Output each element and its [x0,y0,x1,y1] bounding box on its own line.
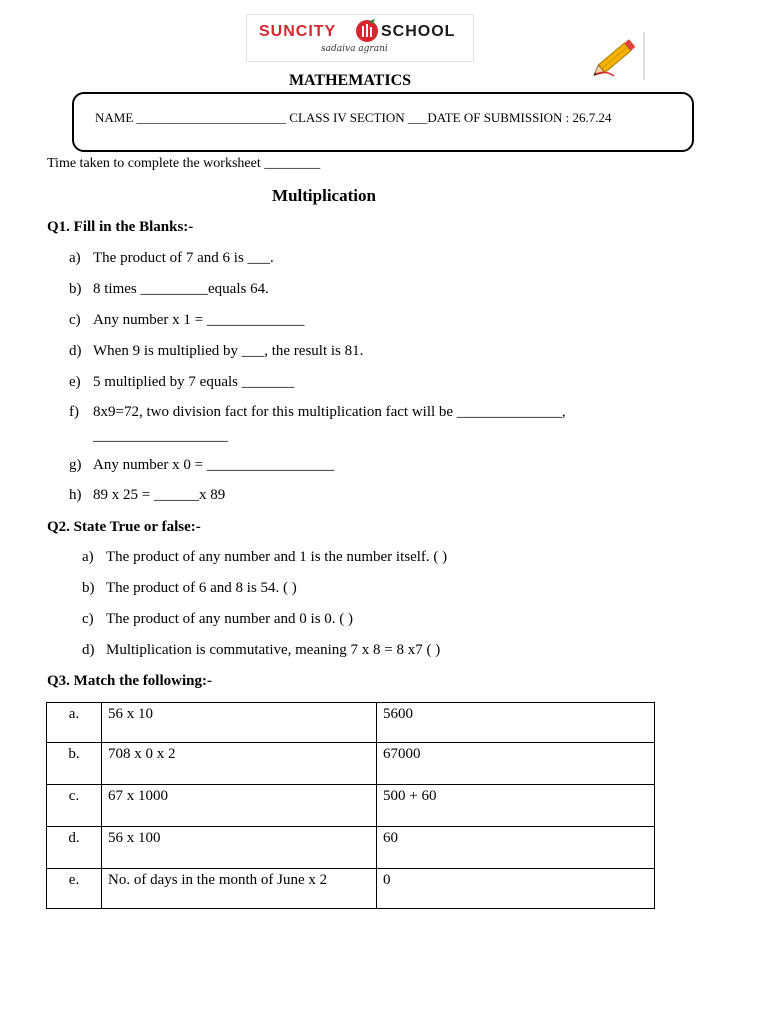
item-label: e) [69,374,81,390]
q1-item-a [69,250,274,267]
item-label: c) [69,312,81,328]
logo-tagline: sadaiva agrani [321,44,388,54]
item-label: a) [82,549,94,565]
item-text: Any number x 0 = _________________ [93,457,335,473]
q2-item-c [82,611,353,628]
item-text: __________________ [93,428,228,444]
logo-wordmark [259,21,461,43]
q1-item-c [69,312,304,329]
time-taken-line: Time taken to complete the worksheet ________ [47,156,321,171]
item-label: b) [69,281,82,297]
student-info-line: NAME _______________________ CLASS IV SECTION ___DATE OF SUBMISSION : 26.7.24 [95,110,612,125]
right-cell: 0 [377,869,655,909]
item-text: Any number x 1 = _____________ [93,312,305,328]
item-text: The product of 6 and 8 is 54. ( ) [106,580,297,596]
right-cell: 5600 [377,703,655,743]
q2-heading: Q2. State True or false:- [47,519,201,535]
row-label: b. [47,743,102,785]
q2-item-a [82,549,447,566]
logo-name-right: SCHOOL [381,23,456,40]
left-cell: 56 x 100 [102,827,377,869]
match-table [46,702,655,909]
item-text: Multiplication is commutative, meaning 7 x 8 = 8 x7 ( ) [106,642,441,658]
row-label: c. [47,785,102,827]
table-row [47,703,655,743]
q1-item-e [69,374,294,391]
q1-item-h [69,487,225,504]
q1-item-f-continued [69,428,228,445]
item-label: a) [69,250,81,266]
q2-item-b [82,580,297,597]
item-label: b) [82,580,95,596]
item-label: g) [69,457,82,473]
row-label: d. [47,827,102,869]
right-cell: 500 + 60 [377,785,655,827]
item-label: d) [69,343,82,359]
table-row [47,869,655,909]
item-text: 8 times _________equals 64. [93,281,269,297]
q1-item-d [69,343,363,360]
item-text: When 9 is multiplied by ___, the result is 81. [93,343,364,359]
left-cell: No. of days in the month of June x 2 [102,869,377,909]
item-label: d) [82,642,95,658]
item-label: h) [69,487,82,503]
item-text: 8x9=72, two division fact for this multiplication fact will be ______________, [93,404,566,420]
worksheet-topic: Multiplication [272,186,376,205]
item-text: 89 x 25 = ______x 89 [93,487,226,503]
table-row [47,827,655,869]
q2-item-d [82,642,440,659]
logo-name-left: SUNCITY [259,23,337,40]
subject-title: MATHEMATICS [288,72,412,89]
q3-heading: Q3. Match the following:- [47,673,212,689]
q1-heading: Q1. Fill in the Blanks:- [47,219,194,235]
table-row [47,743,655,785]
left-cell: 67 x 1000 [102,785,377,827]
student-info-box [72,92,694,152]
q1-item-g [69,457,334,474]
right-cell: 60 [377,827,655,869]
school-logo [246,14,474,62]
item-text: The product of any number and 1 is the number itself. ( ) [106,549,448,565]
q1-item-f [69,404,566,421]
left-cell: 56 x 10 [102,703,377,743]
right-cell: 67000 [377,743,655,785]
item-text: The product of 7 and 6 is ___. [93,250,274,266]
item-text: 5 multiplied by 7 equals _______ [93,374,295,390]
logo-emblem-icon [355,19,379,43]
row-label: e. [47,869,102,909]
row-label: a. [47,703,102,743]
item-label: c) [82,611,94,627]
item-label: f) [69,404,79,420]
item-text: The product of any number and 0 is 0. ( ) [106,611,354,627]
table-row [47,785,655,827]
q1-item-b [69,281,269,298]
left-cell: 708 x 0 x 2 [102,743,377,785]
